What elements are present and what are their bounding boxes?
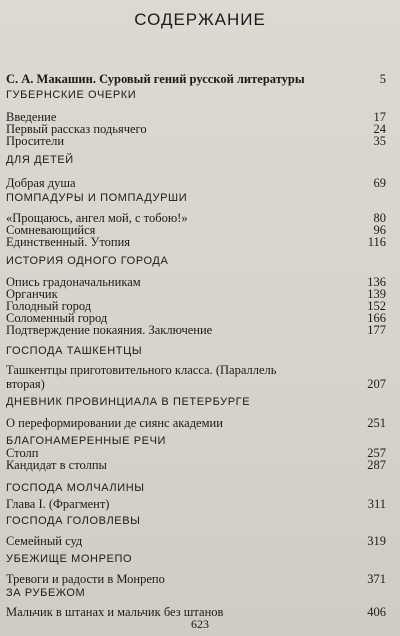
entry-page-number: 24 [373,122,386,136]
entry-page-number: 136 [367,275,386,289]
entry-title: Ташкентцы приготовительного класса. (Параллель [6,363,277,377]
entry-page-number: 207 [367,377,386,391]
entry-title: Соломенный город [6,311,108,325]
entry-page-number: 152 [367,299,386,313]
entry-page-number: 371 [367,572,386,586]
entry-title: Единственный. Утопия [6,235,131,249]
entry-title: Органчик [6,287,58,301]
entry-title: Сомневающийся [6,223,96,237]
entry-title: «Прощаюсь, ангел мой, с тобою!» [6,211,188,225]
entry-title: Опись градоначальникам [6,275,141,289]
entry-title: Семейный суд [6,534,83,548]
page-number: 623 [191,617,209,631]
section-title: БЛАГОНАМЕРЕННЫЕ РЕЧИ [6,435,167,447]
entry-title: Голодный город [6,299,92,313]
section-title: ГОСПОДА ТАШКЕНТЦЫ [6,345,143,357]
entry-page-number: 177 [367,323,386,337]
section-title: ДНЕВНИК ПРОВИНЦИАЛА В ПЕТЕРБУРГЕ [6,396,251,408]
entry-page-number: 80 [373,211,386,225]
entry-title: Столп [6,446,39,460]
entry-page-number: 166 [367,311,386,325]
entry-page-number: 35 [373,134,386,148]
page-title: СОДЕРЖАНИЕ [134,10,266,29]
entry-page-number: 69 [373,176,386,190]
entry-title: Просители [6,134,65,148]
entry-title: Глава I. (Фрагмент) [6,497,110,511]
entry-title: Кандидат в столпы [6,458,107,472]
section-title: ДЛЯ ДЕТЕЙ [6,154,74,166]
entry-page-number: 116 [367,235,386,249]
entry-title: Введение [6,110,57,124]
entry-title: Мальчик в штанах и мальчик без штанов [6,605,224,619]
entry-page-number: 311 [367,497,386,511]
entry-title: Подтверждение покаяния. Заключение [6,323,213,337]
section-title: ПОМПАДУРЫ И ПОМПАДУРШИ [6,192,188,204]
entry-page-number: 5 [379,72,386,86]
entry-page-number: 96 [373,223,386,237]
entry-title: О переформировании де сиянс академии [6,416,223,430]
entry-title: вторая) [6,377,45,391]
section-title: УБЕЖИЩЕ МОНРЕПО [6,553,133,565]
section-title: ЗА РУБЕЖОМ [6,587,86,599]
section-title: ИСТОРИЯ ОДНОГО ГОРОДА [6,255,169,267]
section-title: ГОСПОДА ГОЛОВЛЕВЫ [6,515,141,527]
entry-title: С. А. Макашин. Суровый гений русской литературы [6,72,305,86]
entry-title: Добрая душа [6,176,76,190]
section-title: ГУБЕРНСКИЕ ОЧЕРКИ [6,89,137,101]
entry-page-number: 319 [367,534,386,548]
entry-title: Тревоги и радости в Монрепо [6,572,165,586]
entry-title: Первый рассказ подьячего [6,122,147,136]
section-title: ГОСПОДА МОЛЧАЛИНЫ [6,482,145,494]
entry-page-number: 17 [373,110,386,124]
entry-page-number: 287 [367,458,386,472]
entry-page-number: 406 [367,605,386,619]
entry-page-number: 251 [367,416,386,430]
entry-page-number: 139 [367,287,386,301]
entry-page-number: 257 [367,446,386,460]
